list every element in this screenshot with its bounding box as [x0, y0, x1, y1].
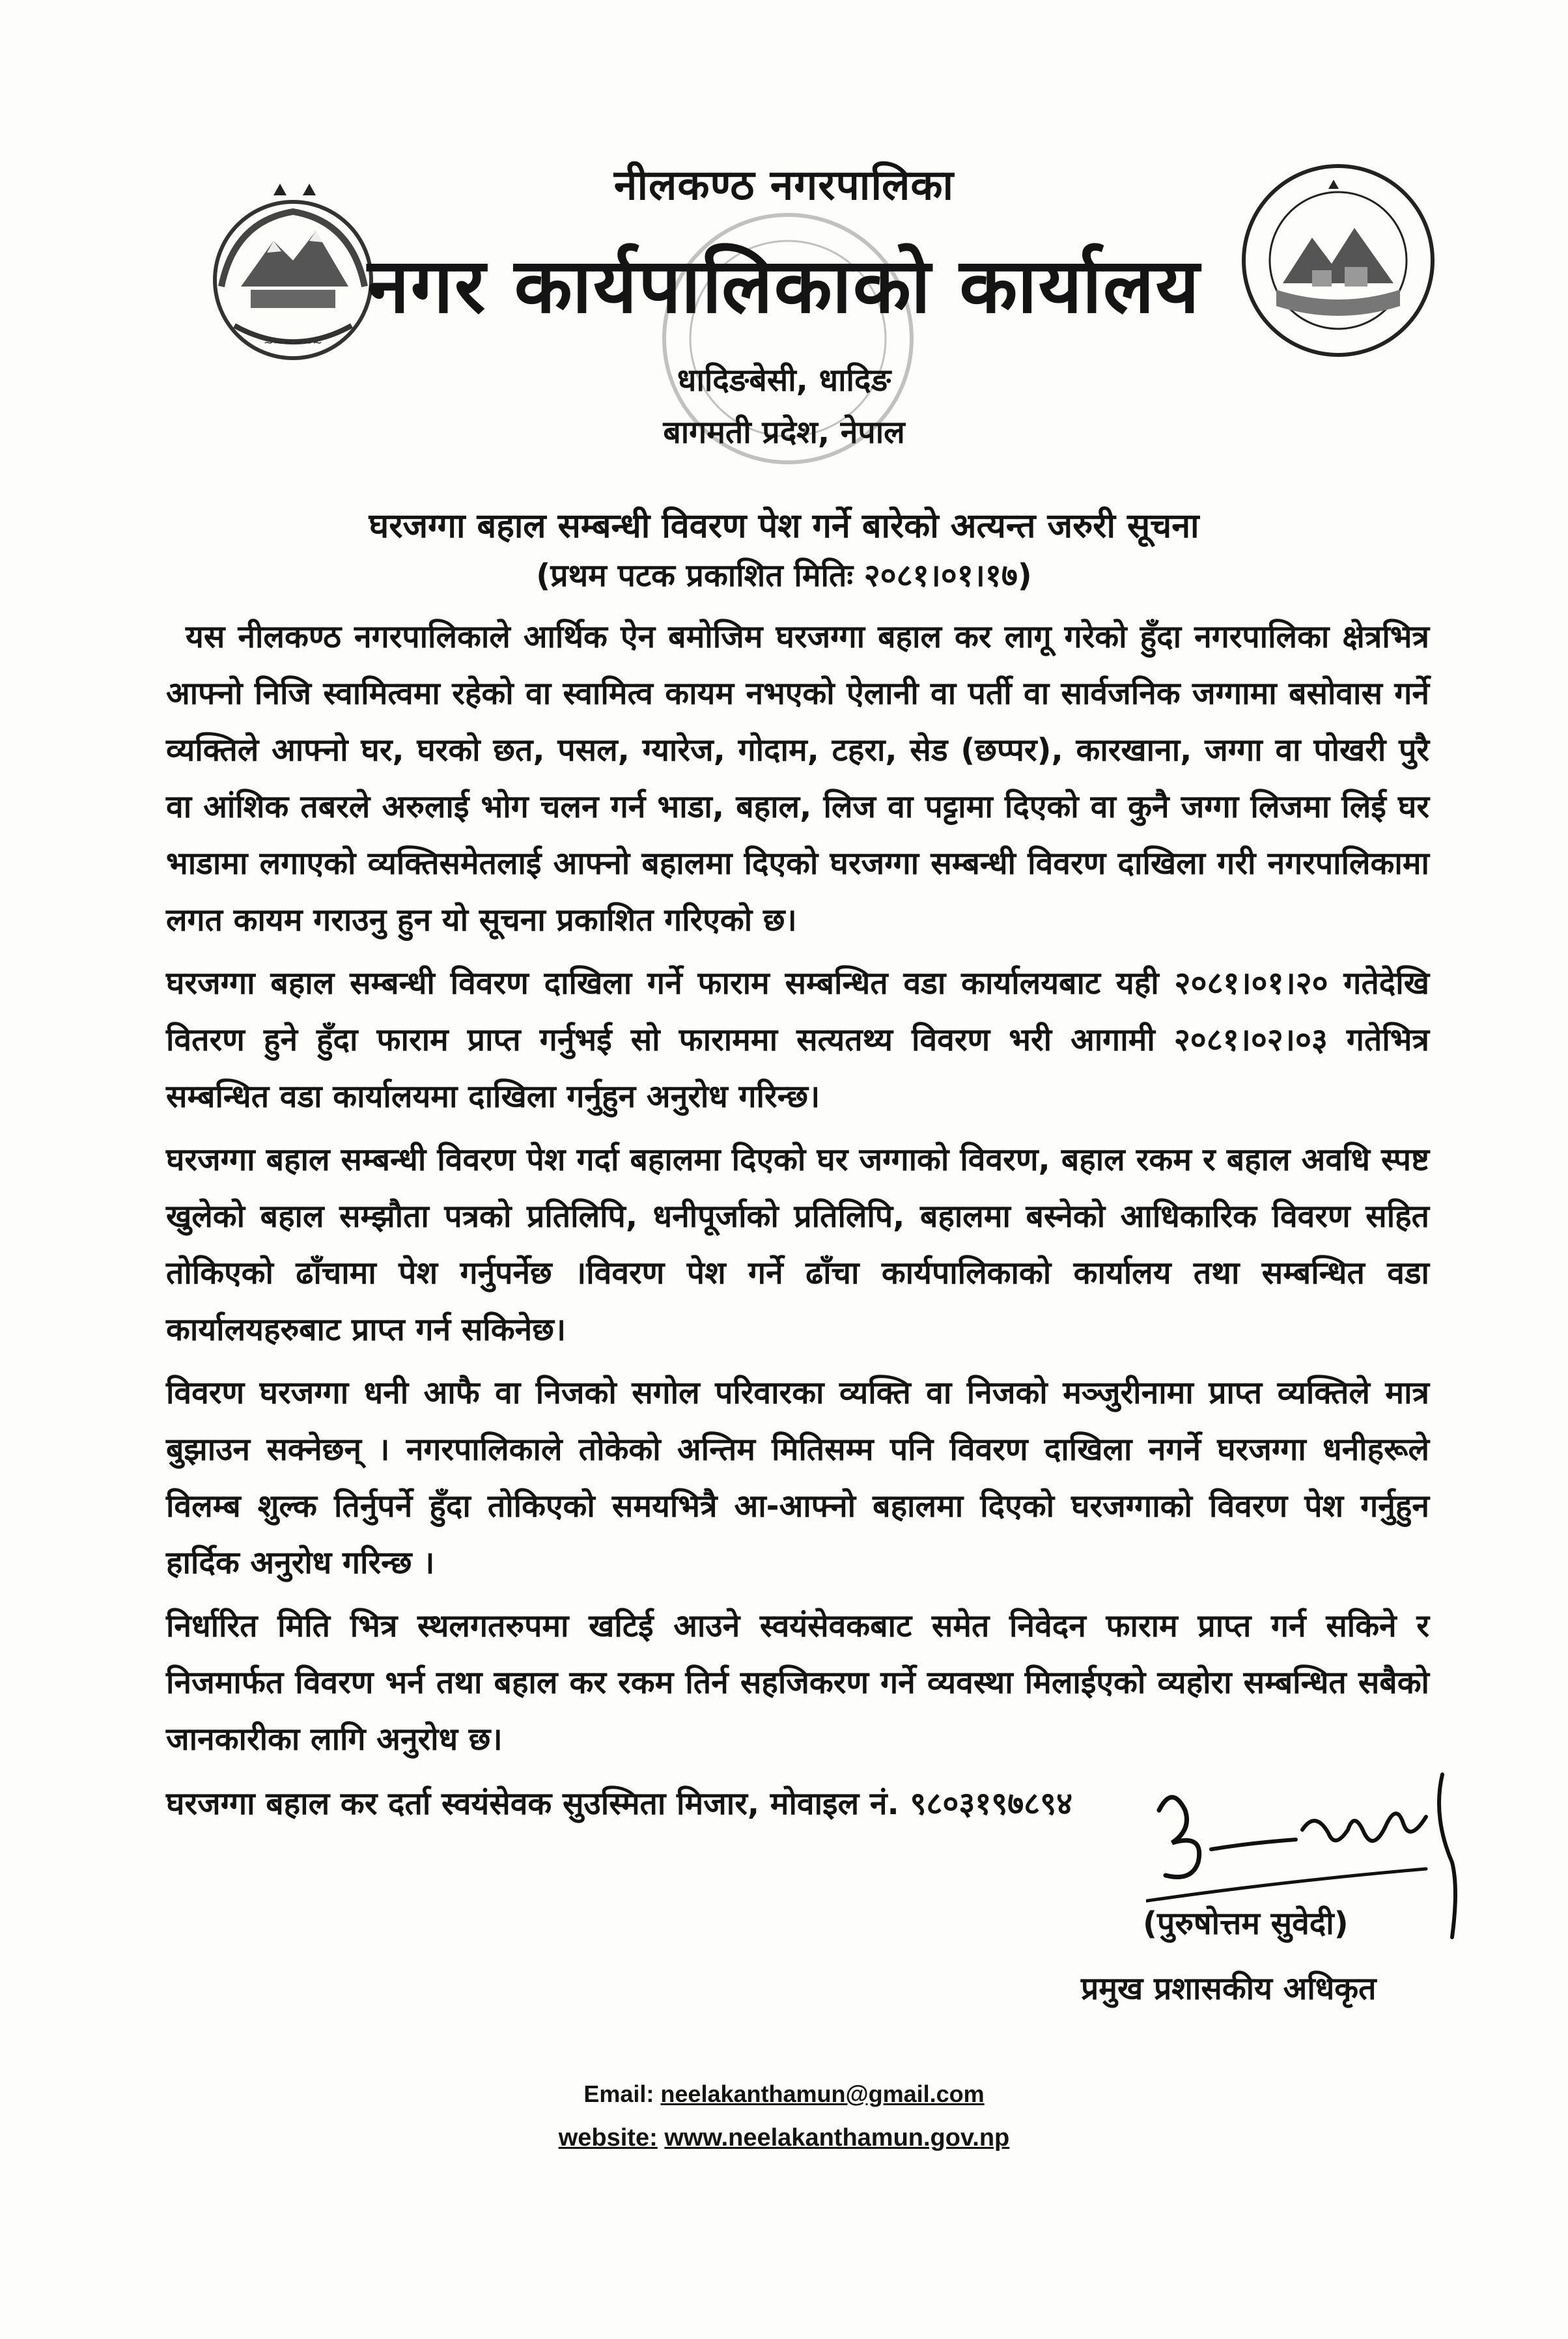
website-link[interactable]: www.neelakanthamun.gov.np [664, 2124, 1010, 2151]
email-link[interactable]: neelakanthamun@gmail.com [660, 2080, 985, 2107]
signatory-designation: प्रमुख प्रशासकीय अधिकृत [1081, 1970, 1377, 2007]
svg-text:~~~~~~: ~~~~~~ [263, 336, 323, 350]
municipality-name: नीलकण्ठ नगरपालिका [613, 161, 955, 210]
footer-website [0, 2124, 1568, 2152]
notice-title: घरजग्गा बहाल सम्बन्धी विवरण पेश गर्ने बारेको अत्यन्त जरुरी सूचना [369, 507, 1199, 546]
footer-email [0, 2080, 1568, 2108]
notice-paragraph-2: घरजग्गा बहाल सम्बन्धी विवरण दाखिला गर्ने फाराम सम्बन्धित वडा कार्यालयबाट यही २०८१।०१।२० गतेदेखि वितरण हुने हुँदा फाराम प्राप्त गर्नुभई सो फाराममा सत्यतथ्य विवरण भरी आगामी २०८१।०२।०३ गतेभित्र सम्बन्धित वडा कार्यालयमा दाखिला गर्नुहुन अनुरोध गरिन्छ। [166, 965, 1429, 1115]
office-name: नगर कार्यपालिकाको कार्यालय [367, 242, 1201, 330]
notice-paragraph-5: निर्धारित मिति भित्र स्थलगतरुपमा खटिई आउने स्वयंसेवकबाट समेत निवेदन फाराम प्राप्त गर्न सकिने र निजमार्फत विवरण भर्न तथा बहाल कर रकम तिर्न सहजिकरण गर्ने व्यवस्था मिलाईएको व्यहोरा सम्बन्धित सबैको जानकारीका लागि अनुरोध छ। [166, 1608, 1429, 1758]
office-location: धादिङबेसी, धादिङ [677, 362, 891, 399]
website-label: website: [558, 2124, 658, 2151]
notice-paragraph-3: घरजग्गा बहाल सम्बन्धी विवरण पेश गर्दा बहालमा दिएको घर जग्गाको विवरण, बहाल रकम र बहाल अवधि स्पष्ट खुलेको बहाल सम्झौता पत्रको प्रतिलिपि, धनीपूर्जाको प्रतिलिपि, बहालमा बस्नेको आधिकारिक विवरण सहित तोकिएको ढाँचामा पेश गर्नुपर्नेछ ।विवरण पेश गर्ने ढाँचा कार्यपालिकाको कार्यालय तथा सम्बन्धित वडा कार्यालयहरुबाट प्राप्त गर्न सकिनेछ। [166, 1141, 1429, 1348]
notice-body [166, 609, 1429, 1833]
email-label: Email: [583, 2080, 654, 2107]
office-province: बागमती प्रदेश, नेपाल [663, 414, 905, 451]
volunteer-contact: घरजग्गा बहाल कर दर्ता स्वयंसेवक सुउस्मिता मिजार, मोवाइल नं. ९८०३१९७८९४ [166, 1786, 1073, 1822]
notice-paragraph-4: विवरण घरजग्गा धनी आफै वा निजको सगोल परिवारका व्यक्ति वा निजको मञ्जुरीनामा प्राप्त व्यक्तिले मात्र बुझाउन सक्नेछन् । नगरपालिकाले तोकेको अन्तिम मितिसम्म पनि विवरण दाखिला नगर्ने घरजग्गा धनीहरूले विलम्ब शुल्क तिर्नुपर्ने हुँदा तोकिएको समयभित्रै आ-आफ्नो बहालमा दिएको घरजग्गाको विवरण पेश गर्नुहुन हार्दिक अनुरोध गरिन्छ । [166, 1375, 1429, 1581]
notice-paragraph-1: यस नीलकण्ठ नगरपालिकाले आर्थिक ऐन बमोजिम घरजग्गा बहाल कर लागू गरेको हुँदा नगरपालिका क्षेत्रभित्र आफ्नो निजि स्वामित्वमा रहेको वा स्वामित्व कायम नभएको ऐलानी वा पर्ती वा सार्वजनिक जग्गामा बसोवास गर्ने व्यक्तिले आफ्नो घर, घरको छत, पसल, ग्यारेज, गोदाम, टहरा, सेड (छप्पर), कारखाना, जग्गा वा पोखरी पुरै वा आंशिक तबरले अरुलाई भोग चलन गर्न भाडा, बहाल, लिज वा पट्टामा दिएको वा कुनै जग्गा लिजमा लिई घर भाडामा लगाएको व्यक्तिसमेतलाई आफ्नो बहालमा दिएको घरजग्गा सम्बन्धी विवरण दाखिला गरी नगरपालिकामा लगत कायम गराउनु हुन यो सूचना प्रकाशित गरिएको छ। [166, 619, 1429, 938]
signatory-name: (पुरुषोत्तम सुवेदी) [1143, 1905, 1349, 1942]
notice-subtitle: (प्रथम पटक प्रकाशित मितिः २०८१।०१।१७) [536, 557, 1032, 594]
